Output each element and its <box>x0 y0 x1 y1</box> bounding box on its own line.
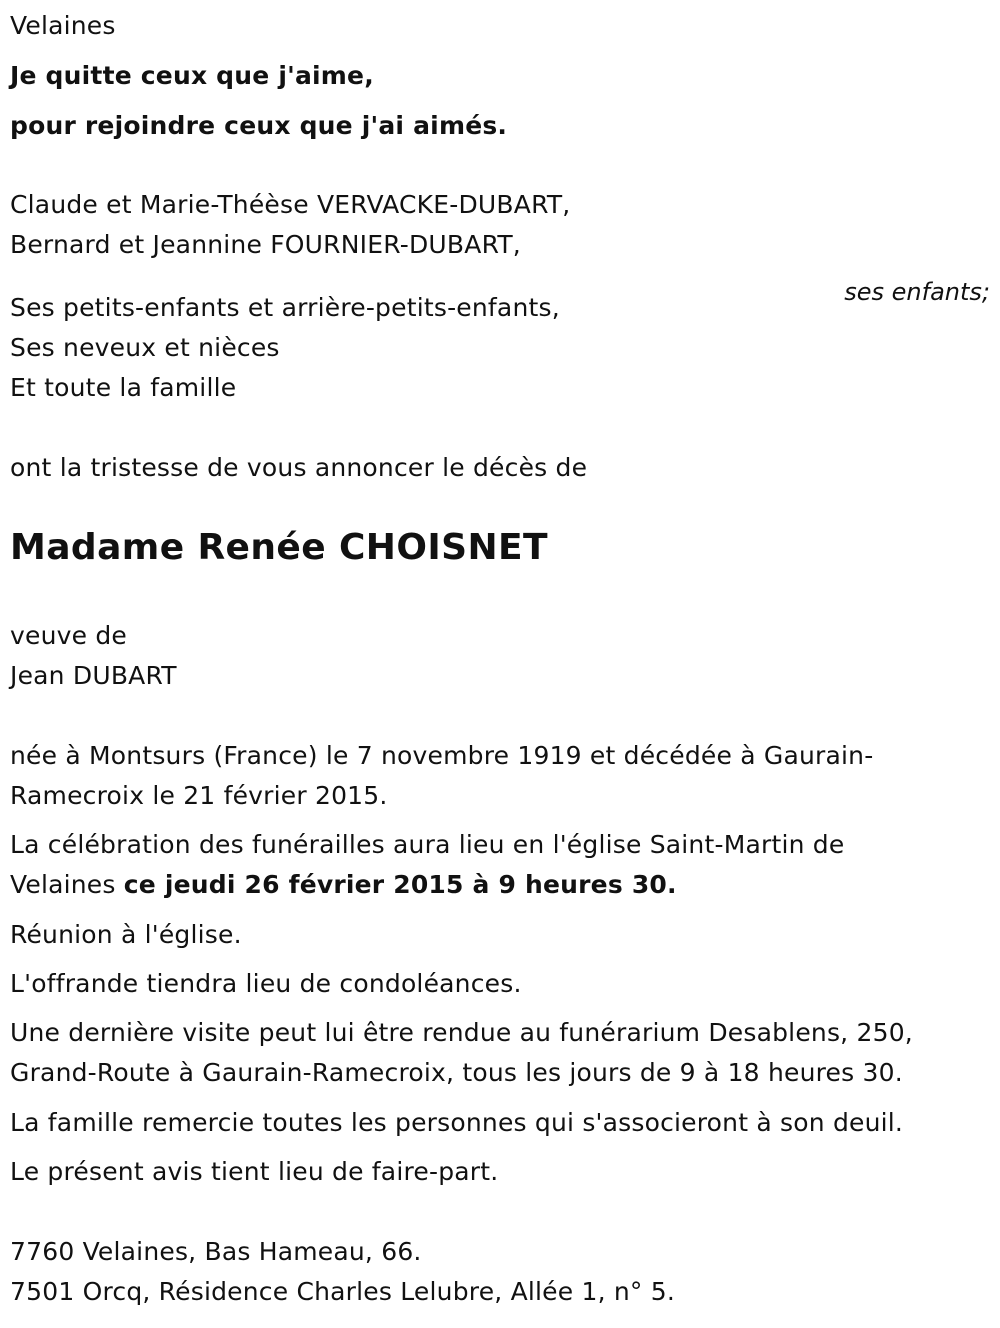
ceremony-line-1: La célébration des funérailles aura lieu en l'église Saint-Martin de <box>10 830 845 859</box>
widow-label: veuve de <box>10 621 127 650</box>
visit-line-1: Une dernière visite peut lui être rendue au funérarium Desablens, 250, <box>10 1018 913 1047</box>
ceremony-line-2 <box>10 865 677 905</box>
notice-text: Le présent avis tient lieu de faire-part. <box>10 1157 499 1186</box>
thanks-text: La famille remercie toutes les personnes qui s'associeront à son deuil. <box>10 1108 904 1137</box>
ceremony-datetime: ce jeudi 26 février 2015 à 9 heures 30. <box>123 870 677 899</box>
verse-line-1: Je quitte ceux que j'aime, <box>10 61 374 90</box>
children-role: ses enfants; <box>844 278 990 306</box>
address-line-1: 7760 Velaines, Bas Hameau, 66. <box>10 1237 422 1266</box>
family-line-3: Et toute la famille <box>10 373 237 402</box>
offering-text: L'offrande tiendra lieu de condoléances. <box>10 969 522 998</box>
children-line-2: Bernard et Jeannine FOURNIER-DUBART, <box>10 230 521 259</box>
meeting-text: Réunion à l'église. <box>10 920 242 949</box>
deceased-name: Madame Renée CHOISNET <box>10 527 548 568</box>
birth-death-line-1: née à Montsurs (France) le 7 novembre 1919 et décédée à Gaurain- <box>10 741 874 770</box>
spouse-name: Jean DUBART <box>10 661 177 690</box>
town-name: Velaines <box>10 11 116 40</box>
family-line-1: Ses petits-enfants et arrière-petits-enfants, <box>10 293 560 322</box>
birth-death-line-2: Ramecroix le 21 février 2015. <box>10 781 388 810</box>
visit-line-2: Grand-Route à Gaurain-Ramecroix, tous les jours de 9 à 18 heures 30. <box>10 1058 903 1087</box>
announcement-text: ont la tristesse de vous annoncer le décès de <box>10 453 588 482</box>
family-line-2: Ses neveux et nièces <box>10 333 280 362</box>
verse-line-2: pour rejoindre ceux que j'ai aimés. <box>10 111 508 140</box>
children-line-1: Claude et Marie-Théèse VERVACKE-DUBART, <box>10 190 571 219</box>
address-line-2: 7501 Orcq, Résidence Charles Lelubre, Allée 1, n° 5. <box>10 1277 676 1306</box>
ceremony-place: Velaines <box>10 870 116 899</box>
